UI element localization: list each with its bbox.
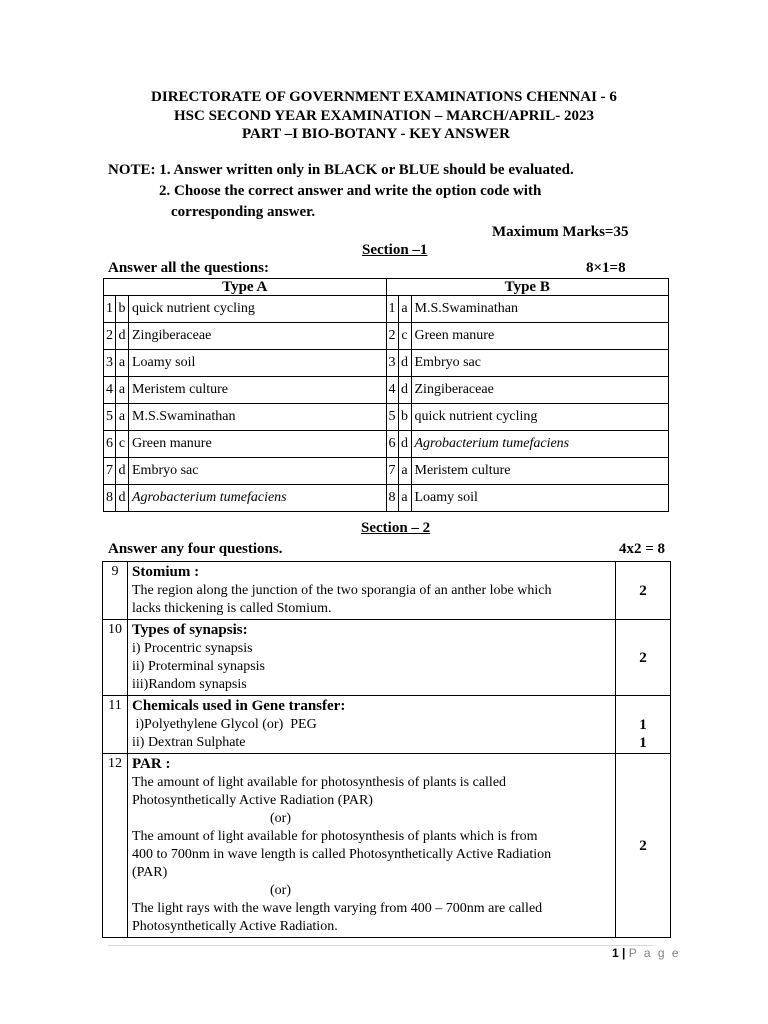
question-title: PAR : bbox=[132, 756, 171, 772]
answer-line: iii)Random synapsis bbox=[132, 677, 247, 692]
or-separator: (or) bbox=[270, 883, 291, 898]
answer-line: i) Procentric synapsis bbox=[132, 641, 253, 656]
question-title: Types of synapsis: bbox=[132, 622, 248, 638]
section-2-instruction: Answer any four questions. bbox=[108, 541, 283, 557]
type-a-option-code: d bbox=[116, 323, 129, 350]
or-separator: (or) bbox=[270, 811, 291, 826]
type-a-answer: Green manure bbox=[129, 431, 387, 458]
type-a-header: Type A bbox=[104, 279, 387, 296]
answer-line: 400 to 700nm in wave length is called Photosynthetically Active Radiation bbox=[132, 847, 552, 862]
type-a-question-number: 6 bbox=[104, 431, 116, 458]
type-b-option-code: a bbox=[398, 485, 411, 512]
question-number: 11 bbox=[103, 696, 128, 754]
mcq-row bbox=[104, 323, 669, 350]
answer-line: The amount of light available for photosynthesis of plants is called bbox=[132, 775, 507, 790]
page-footer bbox=[612, 946, 681, 960]
type-b-option-code: a bbox=[398, 458, 411, 485]
question-row-10 bbox=[103, 620, 671, 696]
answer-line: lacks thickening is called Stomium. bbox=[132, 601, 332, 616]
question-answer bbox=[128, 620, 616, 696]
page-separator: | bbox=[622, 946, 626, 960]
answer-line: i)Polyethylene Glycol (or) PEG bbox=[132, 717, 317, 732]
type-a-option-code: d bbox=[116, 485, 129, 512]
type-b-question-number: 6 bbox=[386, 431, 398, 458]
type-b-option-code: d bbox=[398, 431, 411, 458]
type-a-question-number: 7 bbox=[104, 458, 116, 485]
answer-line: The amount of light available for photosynthesis of plants which is from bbox=[132, 829, 538, 844]
type-b-answer: quick nutrient cycling bbox=[411, 404, 669, 431]
question-title: Chemicals used in Gene transfer: bbox=[132, 698, 346, 714]
mcq-row bbox=[104, 431, 669, 458]
type-a-option-code: a bbox=[116, 404, 129, 431]
type-a-answer: Loamy soil bbox=[129, 350, 387, 377]
page-number: 1 bbox=[612, 946, 619, 960]
answer-line: ii) Proterminal synapsis bbox=[132, 659, 265, 674]
mark-part-1: 1 bbox=[639, 717, 647, 733]
question-mark: 2 bbox=[616, 562, 671, 620]
type-b-answer: Agrobacterium tumefaciens bbox=[411, 431, 669, 458]
question-number: 10 bbox=[103, 620, 128, 696]
note-line-2: 2. Choose the correct answer and write the option code with bbox=[159, 183, 542, 199]
type-b-question-number: 4 bbox=[386, 377, 398, 404]
note-line-3: corresponding answer. bbox=[171, 204, 316, 220]
type-b-answer: M.S.Swaminathan bbox=[411, 296, 669, 323]
type-b-option-code: d bbox=[398, 350, 411, 377]
type-a-question-number: 1 bbox=[104, 296, 116, 323]
type-b-question-number: 3 bbox=[386, 350, 398, 377]
mark-part-2: 1 bbox=[639, 735, 647, 751]
type-b-question-number: 7 bbox=[386, 458, 398, 485]
type-b-answer: Embryo sac bbox=[411, 350, 669, 377]
mcq-row bbox=[104, 350, 669, 377]
mcq-row bbox=[104, 485, 669, 512]
mcq-row bbox=[104, 296, 669, 323]
question-row-12 bbox=[103, 754, 671, 938]
mcq-row bbox=[104, 377, 669, 404]
type-b-option-code: c bbox=[398, 323, 411, 350]
question-row-11 bbox=[103, 696, 671, 754]
section-1-title: Section –1 bbox=[362, 242, 428, 258]
section-1-instruction: Answer all the questions: bbox=[108, 260, 269, 276]
type-b-answer: Green manure bbox=[411, 323, 669, 350]
type-a-answer: Agrobacterium tumefaciens bbox=[129, 485, 387, 512]
question-row-9 bbox=[103, 562, 671, 620]
type-b-answer: Zingiberaceae bbox=[411, 377, 669, 404]
mcq-row bbox=[104, 458, 669, 485]
type-a-option-code: a bbox=[116, 377, 129, 404]
answer-line: Photosynthetically Active Radiation. bbox=[132, 919, 338, 934]
section-2-marks: 4x2 = 8 bbox=[619, 541, 666, 557]
type-a-option-code: a bbox=[116, 350, 129, 377]
question-number: 12 bbox=[103, 754, 128, 938]
question-answer bbox=[128, 696, 616, 754]
page-label: P a g e bbox=[628, 946, 681, 960]
type-b-question-number: 5 bbox=[386, 404, 398, 431]
answer-line: ii) Dextran Sulphate bbox=[132, 735, 246, 750]
mcq-rows bbox=[104, 296, 669, 512]
section-2-title: Section – 2 bbox=[361, 520, 431, 536]
type-a-question-number: 3 bbox=[104, 350, 116, 377]
paper-title: PART –I BIO-BOTANY - KEY ANSWER bbox=[242, 126, 510, 142]
answer-line: The region along the junction of the two sporangia of an anther lobe which bbox=[132, 583, 552, 598]
question-answer bbox=[128, 562, 616, 620]
mcq-row bbox=[104, 404, 669, 431]
answer-line: Photosynthetically Active Radiation (PAR) bbox=[132, 793, 373, 808]
type-b-option-code: a bbox=[398, 296, 411, 323]
exam-name: HSC SECOND YEAR EXAMINATION – MARCH/APRIL- 2023 bbox=[173, 108, 594, 124]
answer-line: The light rays with the wave length varying from 400 – 700nm are called bbox=[132, 901, 543, 916]
type-a-answer: M.S.Swaminathan bbox=[129, 404, 387, 431]
type-a-question-number: 4 bbox=[104, 377, 116, 404]
question-answer bbox=[128, 754, 616, 938]
question-mark: 2 bbox=[616, 620, 671, 696]
type-a-question-number: 5 bbox=[104, 404, 116, 431]
question-marks bbox=[616, 696, 671, 754]
type-a-answer: quick nutrient cycling bbox=[129, 296, 387, 323]
type-b-answer: Loamy soil bbox=[411, 485, 669, 512]
type-b-question-number: 2 bbox=[386, 323, 398, 350]
type-b-question-number: 8 bbox=[386, 485, 398, 512]
section-1-marks: 8×1=8 bbox=[586, 260, 626, 276]
type-a-option-code: d bbox=[116, 458, 129, 485]
type-b-option-code: d bbox=[398, 377, 411, 404]
type-a-answer: Zingiberaceae bbox=[129, 323, 387, 350]
question-number: 9 bbox=[103, 562, 128, 620]
footer-divider bbox=[108, 945, 653, 946]
type-b-option-code: b bbox=[398, 404, 411, 431]
maximum-marks: Maximum Marks=35 bbox=[492, 224, 629, 240]
type-a-option-code: c bbox=[116, 431, 129, 458]
type-b-answer: Meristem culture bbox=[411, 458, 669, 485]
type-a-question-number: 2 bbox=[104, 323, 116, 350]
answer-line: (PAR) bbox=[132, 865, 168, 880]
exam-authority: DIRECTORATE OF GOVERNMENT EXAMINATIONS CHENNAI - 6 bbox=[151, 89, 617, 105]
question-title: Stomium : bbox=[132, 564, 200, 580]
section-2-answer-table bbox=[102, 561, 671, 938]
question-mark: 2 bbox=[616, 754, 671, 938]
type-b-header: Type B bbox=[386, 279, 669, 296]
type-a-option-code: b bbox=[116, 296, 129, 323]
type-a-answer: Embryo sac bbox=[129, 458, 387, 485]
type-a-answer: Meristem culture bbox=[129, 377, 387, 404]
type-a-question-number: 8 bbox=[104, 485, 116, 512]
note-line-1: NOTE: 1. Answer written only in BLACK or BLUE should be evaluated. bbox=[108, 162, 574, 178]
section-1-answer-table bbox=[103, 278, 669, 512]
type-b-question-number: 1 bbox=[386, 296, 398, 323]
